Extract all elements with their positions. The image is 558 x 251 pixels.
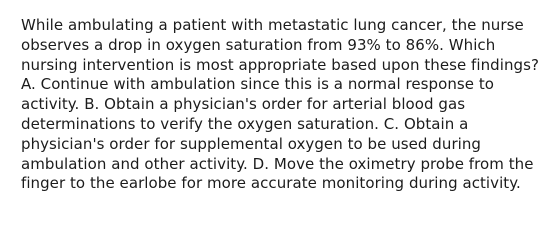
question-text: While ambulating a patient with metastatic lung cancer, the nurse observes a drop in oxygen saturation from 93% to 86%. Which nursing intervention is most appropriate based upon these findings? A. Continue with ambulation since this is a normal response to activity. B. Obtain a physician's order for arterial blood gas determinations to verify the oxygen saturation. C. Obtain a physician's order for supplemental oxygen to be used during ambulation and other activity. D. Move the oximetry probe from the finger to the earlobe for more accurate monitoring during activity.	[21, 16, 539, 193]
